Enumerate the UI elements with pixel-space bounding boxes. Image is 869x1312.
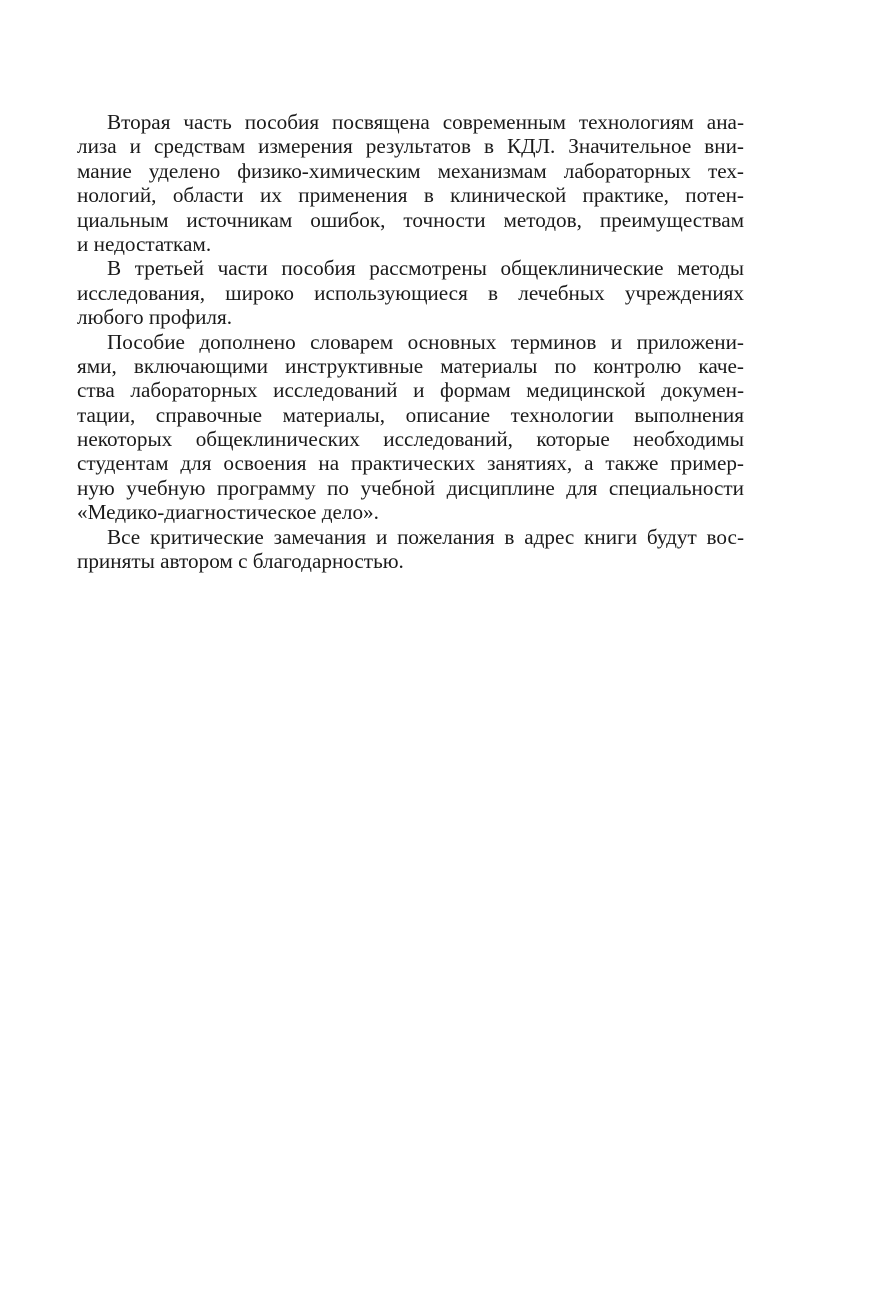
paragraph [77,256,744,329]
text-line: студентам для освоения на практических занятиях, а также пример- [77,451,744,476]
paragraph [77,110,744,256]
text-line: В третьей части пособия рассмотрены общеклинические методы [107,256,744,281]
text-line: нологий, области их применения в клинической практике, потен- [77,183,744,208]
text-line: ства лабораторных исследований и формам медицинской докумен- [77,378,744,403]
text-line: приняты автором с благодарностью. [77,549,404,574]
text-line: некоторых общеклинических исследований, которые необходимы [77,427,744,452]
text-line: «Медико-диагностическое дело». [77,500,379,525]
text-line: лиза и средствам измерения результатов в КДЛ. Значительное вни- [77,134,744,159]
text-line: Вторая часть пособия посвящена современным технологиям ана- [107,110,744,134]
text-line: Все критические замечания и пожелания в адрес книги будут вос- [107,524,744,549]
text-line: мание уделено физико-химическим механизмам лабораторных тех- [77,158,744,183]
text-line: тации, справочные материалы, описание технологии выполнения [77,402,744,427]
text-line: исследования, широко использующиеся в лечебных учреждениях [77,280,744,305]
paragraph [77,525,744,574]
text-line: циальным источникам ошибок, точности методов, преимуществам [77,207,744,232]
text-line: ную учебную программу по учебной дисциплине для специальности [77,475,744,500]
paragraph [77,330,744,525]
body-text [77,110,744,573]
text-line: Пособие дополнено словарем основных терминов и приложени- [107,329,744,354]
text-line: ями, включающими инструктивные материалы по контролю каче- [77,353,744,378]
text-line: и недостаткам. [77,231,212,256]
text-line: любого профиля. [77,305,233,330]
